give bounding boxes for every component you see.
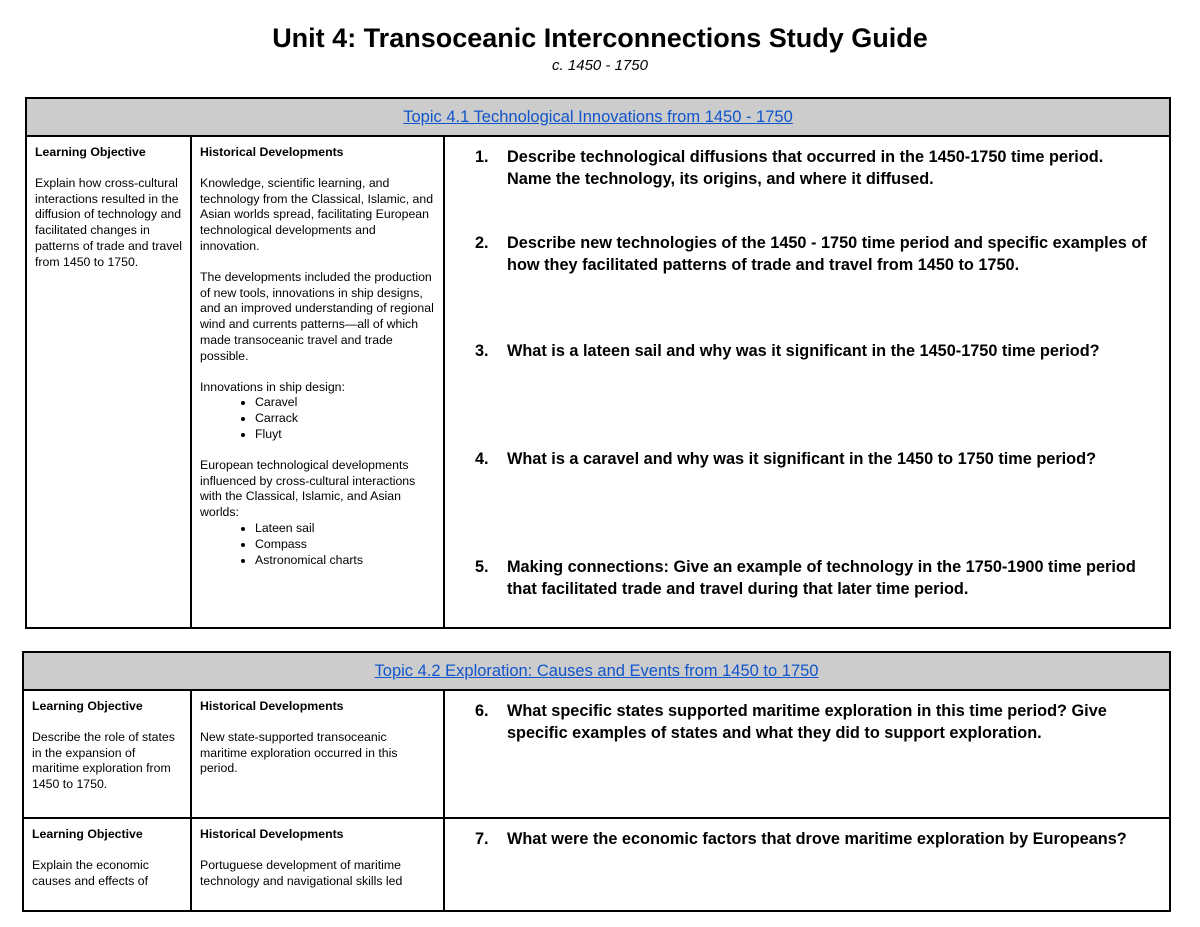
learning-objective-label: Learning Objective bbox=[32, 827, 143, 841]
learning-objective-cell bbox=[26, 136, 191, 628]
ship-design-list bbox=[200, 395, 435, 442]
learning-objective-cell bbox=[23, 818, 191, 911]
question-item bbox=[475, 233, 1151, 341]
question-number: 6. bbox=[475, 702, 489, 720]
question-text: What specific states supported maritime exploration in this time period? Give specific examples of states and what they did to support exploration. bbox=[507, 702, 1107, 742]
question-item bbox=[475, 449, 1151, 557]
learning-objective-text: Explain how cross-cultural interactions resulted in the diffusion of technology and facilitated changes in patterns of trade and travel from 1450 to 1750. bbox=[35, 175, 182, 269]
questions-cell bbox=[444, 136, 1170, 628]
topic-4-2-link[interactable]: Topic 4.2 Exploration: Causes and Events from 1450 to 1750 bbox=[374, 661, 819, 680]
topic-4-1-table bbox=[25, 97, 1171, 629]
page-title: Unit 4: Transoceanic Interconnections Study Guide bbox=[272, 23, 928, 53]
list-item: • Astronomical charts bbox=[255, 553, 435, 569]
question-number: 1. bbox=[475, 148, 489, 166]
learning-objective-text: Describe the role of states in the expansion of maritime exploration from 1450 to 1750. bbox=[32, 729, 175, 792]
historical-development-paragraph: New state-supported transoceanic maritime exploration occurred in this period. bbox=[200, 729, 398, 776]
topic-4-1-link[interactable]: Topic 4.1 Technological Innovations from 1450 - 1750 bbox=[403, 107, 793, 126]
list-item: • Compass bbox=[255, 537, 435, 553]
historical-development-paragraph: Knowledge, scientific learning, and technology from the Classical, Islamic, and Asian worlds spread, facilitating European technological developments and innovation. bbox=[200, 175, 434, 253]
questions-cell bbox=[444, 690, 1170, 818]
learning-objective-label: Learning Objective bbox=[35, 145, 146, 159]
question-text: Describe new technologies of the 1450 - 1750 time period and specific examples of how they facilitated patterns of trade and travel from 1450 to 1750. bbox=[507, 234, 1147, 274]
learning-objective-text: Explain the economic causes and effects of bbox=[32, 857, 149, 888]
question-item bbox=[475, 829, 1151, 851]
list-item: • Lateen sail bbox=[255, 521, 435, 537]
influences-list bbox=[200, 521, 435, 568]
list-item: • Caravel bbox=[255, 395, 435, 411]
question-number: 3. bbox=[475, 342, 489, 360]
historical-development-paragraph: The developments included the production of new tools, innovations in ship designs, and an improved understanding of regional wind and currents patterns—all of which made transoceanic travel and trade possible. bbox=[200, 269, 434, 363]
question-text: Describe technological diffusions that occurred in the 1450-1750 time period. Name the technology, its origins, and where it diffused. bbox=[507, 148, 1104, 188]
question-item bbox=[475, 147, 1151, 233]
list-item: • Carrack bbox=[255, 411, 435, 427]
question-text: What is a caravel and why was it significant in the 1450 to 1750 time period? bbox=[507, 450, 1097, 468]
question-text: Making connections: Give an example of technology in the 1750-1900 time period that facilitated trade and travel during that later time period. bbox=[507, 558, 1136, 598]
historical-developments-label: Historical Developments bbox=[200, 827, 344, 841]
question-number: 5. bbox=[475, 558, 489, 576]
question-text: What were the economic factors that drove maritime exploration by Europeans? bbox=[507, 830, 1127, 848]
page-subtitle: c. 1450 - 1750 bbox=[552, 57, 648, 74]
question-number: 4. bbox=[475, 450, 489, 468]
question-item bbox=[475, 557, 1151, 600]
question-item bbox=[475, 701, 1151, 744]
ship-design-intro: Innovations in ship design: bbox=[200, 379, 345, 394]
historical-developments-cell bbox=[191, 136, 444, 628]
topic-4-1-heading bbox=[26, 98, 1170, 136]
historical-developments-cell bbox=[191, 690, 444, 818]
question-number: 2. bbox=[475, 234, 489, 252]
list-item: • Fluyt bbox=[255, 427, 435, 443]
historical-developments-label: Historical Developments bbox=[200, 699, 344, 713]
learning-objective-cell bbox=[23, 690, 191, 818]
questions-cell bbox=[444, 818, 1170, 911]
topic-4-2-heading bbox=[23, 652, 1170, 690]
learning-objective-label: Learning Objective bbox=[32, 699, 143, 713]
historical-developments-label: Historical Developments bbox=[200, 145, 344, 159]
historical-development-paragraph: Portuguese development of maritime technology and navigational skills led bbox=[200, 857, 403, 888]
question-number: 7. bbox=[475, 830, 489, 848]
historical-developments-cell bbox=[191, 818, 444, 911]
question-item bbox=[475, 341, 1151, 449]
topic-4-2-table bbox=[22, 651, 1171, 912]
question-text: What is a lateen sail and why was it significant in the 1450-1750 time period? bbox=[507, 342, 1100, 360]
influences-intro: European technological developments influenced by cross-cultural interactions with the Classical, Islamic, and Asian worlds: bbox=[200, 457, 416, 520]
